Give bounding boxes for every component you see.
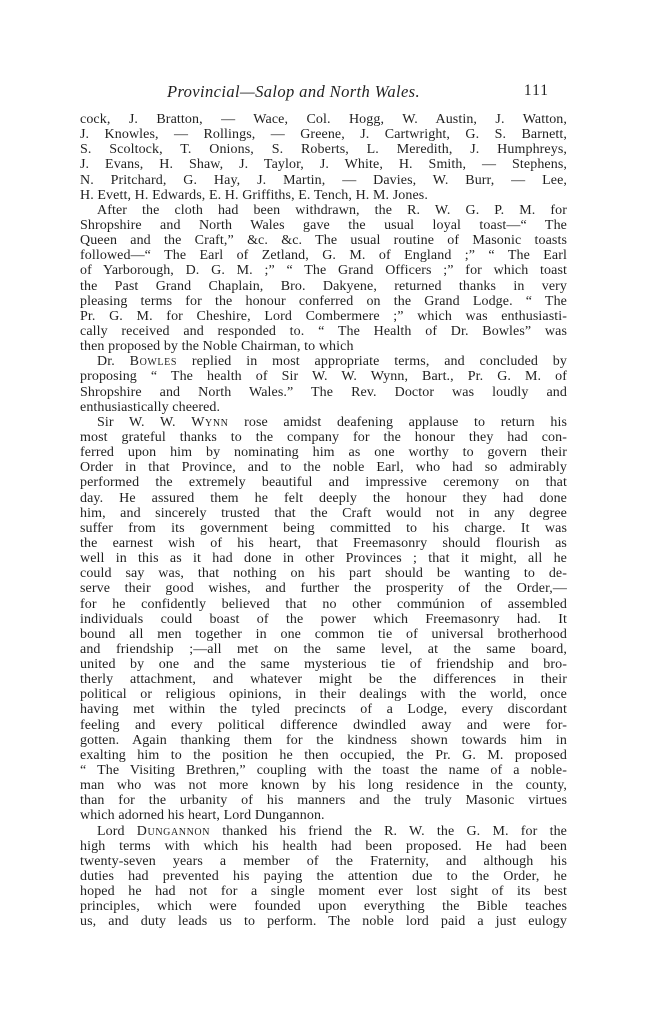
text-line: After the cloth had been withdrawn, the R. W. G. P. M. for bbox=[97, 202, 567, 218]
text-line: Dr. Bowles replied in most appropriate terms, and concluded by bbox=[97, 354, 568, 370]
running-header bbox=[80, 82, 567, 106]
text-line: high terms with which his health had been proposed. He had been bbox=[80, 838, 567, 854]
text-line: J. Evans, H. Shaw, J. Taylor, J. White, H. Smith, — Stephens, bbox=[80, 157, 567, 173]
text-line: bound all men together in one common tie of universal brotherhood bbox=[80, 626, 567, 642]
text-line: suffer from its government being committed to his charge. It was bbox=[80, 520, 567, 536]
text-line: twenty-seven years a member of the Fraternity, and although his bbox=[80, 853, 567, 869]
text-line: Pr. G. M. for Cheshire, Lord Combermere ;” which was enthusiasti- bbox=[80, 308, 567, 324]
text-line: pleasing terms for the honour conferred on the Grand Lodge. “ The bbox=[80, 293, 567, 309]
text-line: Order in that Province, and to the noble Earl, who had so admirably bbox=[80, 460, 567, 476]
paragraph bbox=[80, 354, 567, 415]
text-line: for he confidently believed that no other commúnion of assembled bbox=[80, 596, 567, 612]
text-line: Lord Dungannon thanked his friend the R. W. the G. M. for the bbox=[97, 823, 567, 839]
paragraph bbox=[80, 203, 567, 354]
text-line: enthusiastically cheered. bbox=[80, 399, 221, 415]
text-line: ferred upon him by nominating him as one worthy to govern their bbox=[80, 445, 567, 461]
text-line: proposing “ The health of Sir W. W. Wynn, Bart., Pr. G. M. of bbox=[80, 369, 567, 385]
text-line: hoped he had not for a single moment ever lost sight of its best bbox=[80, 884, 567, 900]
text-line: day. He assured them he felt deeply the honour they had done bbox=[80, 490, 567, 506]
text-line: the earnest wish of his heart, that Freemasonry should flourish as bbox=[80, 535, 567, 551]
text-line: most grateful thanks to the company for the honour they had con- bbox=[80, 429, 567, 445]
page-number: 111 bbox=[523, 82, 549, 99]
text-line: duties had prevented his paying the attention due to the Order, he bbox=[80, 869, 567, 885]
text-line: of Yarborough, D. G. M. ;” “ The Grand Officers ;” for which toast bbox=[80, 263, 567, 279]
paragraph bbox=[80, 415, 567, 824]
text-line: him, and sincerely trusted that the Craft would not in any degree bbox=[80, 505, 567, 521]
text-line: “ The Visiting Brethren,” coupling with the toast the name of a noble- bbox=[80, 763, 567, 779]
text-line: Shropshire and North Wales.” The Rev. Doctor was loudly and bbox=[80, 384, 567, 400]
text-line: and friendship ;—all met on the same level, at the same board, bbox=[80, 641, 567, 657]
text-line: N. Pritchard, G. Hay, J. Martin, — Davies, W. Burr, — Lee, bbox=[80, 172, 567, 188]
text-line: followed—“ The Earl of Zetland, G. M. of England ;” “ The Earl bbox=[80, 248, 567, 264]
text-line: man who was not more known by his long residence in the county, bbox=[80, 778, 567, 794]
text-line: well in this as it had done in other Provinces ; that it might, all he bbox=[80, 551, 567, 567]
text-line: cock, J. Bratton, — Wace, Col. Hogg, W. Austin, J. Watton, bbox=[80, 112, 567, 127]
text-line: Queen and the Craft,” &c. &c. The usual routine of Masonic toasts bbox=[80, 233, 567, 249]
paragraph bbox=[80, 112, 567, 203]
text-line: serve their good wishes, and further the prosperity of the Order,— bbox=[80, 581, 567, 597]
text-line: performed the extremely beautiful and impressive ceremony on that bbox=[80, 475, 567, 491]
text-line: Sir W. W. Wynn rose amidst deafening applause to return his bbox=[97, 414, 567, 430]
text-line: cally received and responded to. “ The Health of Dr. Bowles” was bbox=[80, 323, 567, 339]
text-line: gotten. Again thanking them for the kindness shown towards him in bbox=[80, 732, 567, 748]
text-line: united by one and the same mysterious tie of friendship and bro- bbox=[80, 657, 567, 673]
text-line: principles, which were founded upon everything the Bible teaches bbox=[80, 899, 567, 915]
text-line: than for the urbanity of his manners and the truly Masonic virtues bbox=[80, 793, 567, 809]
text-line: therly attachment, and whatever might be the differences in their bbox=[80, 672, 567, 688]
text-line: feeling and every political difference dwindled away and were for- bbox=[80, 717, 567, 733]
text-line: S. Scoltock, T. Onions, S. Roberts, L. Meredith, J. Humphreys, bbox=[80, 142, 567, 158]
text-line: us, and duty leads us to perform. The noble lord paid a just eulogy bbox=[80, 914, 567, 930]
text-line: H. Evett, H. Edwards, E. H. Griffiths, E. Tench, H. M. Jones. bbox=[80, 187, 428, 203]
text-line: Shropshire and North Wales gave the usual loyal toast—“ The bbox=[80, 217, 567, 233]
text-line: the Past Grand Chaplain, Bro. Dakyene, returned thanks in very bbox=[80, 278, 567, 294]
text-line: which adorned his heart, Lord Dungannon. bbox=[80, 808, 325, 824]
running-header-title: Provincial—Salop and North Wales. bbox=[166, 82, 421, 101]
text-line: having met within the tyled precincts of a Lodge, every discordant bbox=[80, 702, 567, 718]
text-line: then proposed by the Noble Chairman, to which bbox=[80, 339, 354, 355]
text-line: J. Knowles, — Rollings, — Greene, J. Cartwright, G. S. Barnett, bbox=[80, 127, 567, 143]
paragraph bbox=[80, 824, 567, 930]
text-line: individuals could boast of the power which Freemasonry had. It bbox=[80, 611, 567, 627]
text-line: exalting him to the position he then occupied, the Pr. G. M. proposed bbox=[80, 747, 567, 763]
text-line: could say was, that nothing on his part should be wanting to de- bbox=[80, 566, 567, 582]
page-body bbox=[80, 112, 567, 930]
text-line: political or religious opinions, in their dealings with the world, once bbox=[80, 687, 567, 703]
